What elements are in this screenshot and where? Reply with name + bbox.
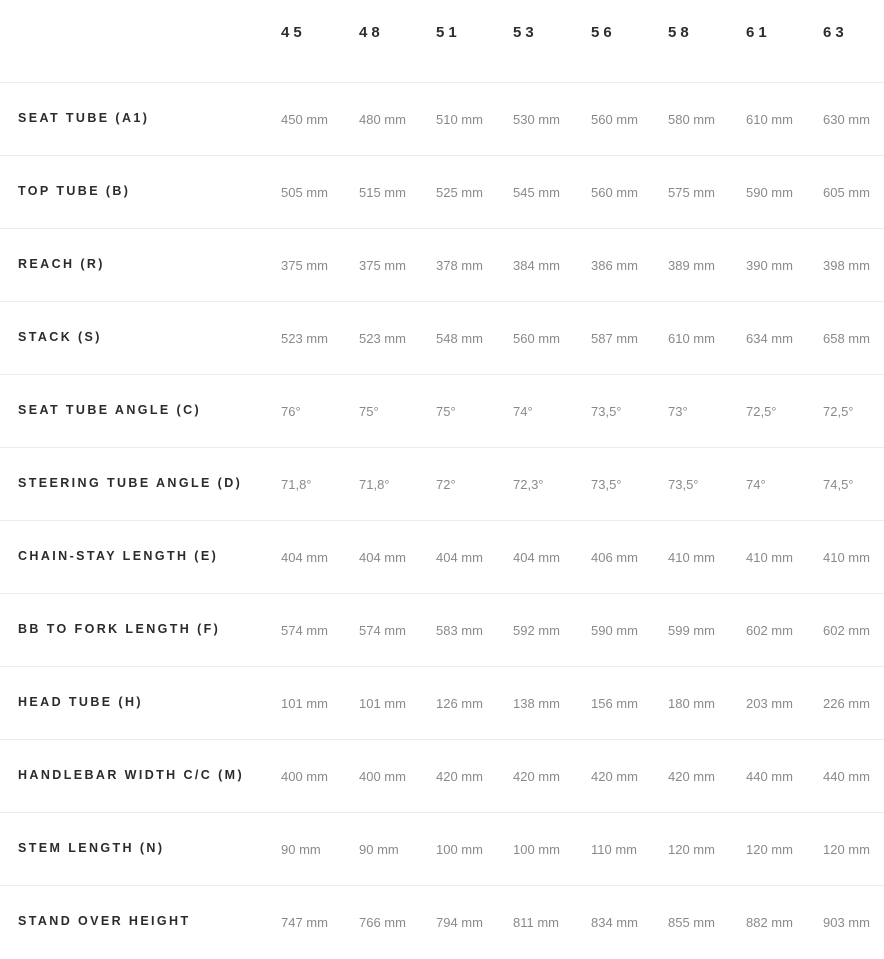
table-cell: 406 mm — [591, 550, 638, 565]
row-label: STAND OVER HEIGHT — [18, 914, 191, 928]
table-cell: 180 mm — [668, 696, 715, 711]
table-row — [0, 667, 884, 740]
table-cell: 389 mm — [668, 258, 715, 273]
table-cell: 76° — [281, 404, 301, 419]
geometry-rows — [0, 83, 884, 959]
table-cell: 75° — [436, 404, 456, 419]
row-label: HANDLEBAR WIDTH C/C (M) — [18, 768, 245, 782]
table-cell: 602 mm — [823, 623, 870, 638]
table-cell: 75° — [359, 404, 379, 419]
table-cell: 602 mm — [746, 623, 793, 638]
table-cell: 400 mm — [359, 769, 406, 784]
table-cell: 545 mm — [513, 185, 560, 200]
row-label: HEAD TUBE (H) — [18, 695, 143, 709]
table-cell: 420 mm — [591, 769, 638, 784]
table-cell: 560 mm — [513, 331, 560, 346]
table-cell: 515 mm — [359, 185, 406, 200]
table-row — [0, 448, 884, 521]
table-cell: 126 mm — [436, 696, 483, 711]
table-cell: 378 mm — [436, 258, 483, 273]
table-cell: 226 mm — [823, 696, 870, 711]
row-label: STEM LENGTH (N) — [18, 841, 165, 855]
table-cell: 658 mm — [823, 331, 870, 346]
table-cell: 404 mm — [359, 550, 406, 565]
table-row — [0, 229, 884, 302]
table-cell: 101 mm — [359, 696, 406, 711]
table-cell: 592 mm — [513, 623, 560, 638]
table-cell: 587 mm — [591, 331, 638, 346]
table-cell: 450 mm — [281, 112, 328, 127]
table-cell: 101 mm — [281, 696, 328, 711]
table-cell: 747 mm — [281, 915, 328, 930]
table-cell: 530 mm — [513, 112, 560, 127]
table-cell: 590 mm — [591, 623, 638, 638]
table-cell: 404 mm — [513, 550, 560, 565]
table-cell: 766 mm — [359, 915, 406, 930]
table-cell: 120 mm — [823, 842, 870, 857]
table-cell: 855 mm — [668, 915, 715, 930]
table-cell: 794 mm — [436, 915, 483, 930]
table-cell: 73,5° — [668, 477, 699, 492]
row-label: STEERING TUBE ANGLE (D) — [18, 476, 243, 490]
table-cell: 420 mm — [513, 769, 560, 784]
table-cell: 100 mm — [513, 842, 560, 857]
table-cell: 71,8° — [359, 477, 390, 492]
table-cell: 505 mm — [281, 185, 328, 200]
table-row — [0, 83, 884, 156]
table-cell: 386 mm — [591, 258, 638, 273]
row-label: CHAIN-STAY LENGTH (E) — [18, 549, 219, 563]
table-cell: 120 mm — [746, 842, 793, 857]
size-header: 48 — [359, 24, 384, 41]
table-cell: 440 mm — [823, 769, 870, 784]
table-cell: 630 mm — [823, 112, 870, 127]
size-header: 56 — [591, 24, 616, 41]
table-cell: 71,8° — [281, 477, 312, 492]
table-cell: 523 mm — [281, 331, 328, 346]
row-label: STACK (S) — [18, 330, 102, 344]
table-cell: 203 mm — [746, 696, 793, 711]
table-row — [0, 302, 884, 375]
table-row — [0, 375, 884, 448]
table-cell: 390 mm — [746, 258, 793, 273]
table-cell: 420 mm — [436, 769, 483, 784]
table-cell: 440 mm — [746, 769, 793, 784]
table-row — [0, 156, 884, 229]
size-header: 53 — [513, 24, 538, 41]
table-cell: 72° — [436, 477, 456, 492]
table-cell: 404 mm — [436, 550, 483, 565]
table-cell: 525 mm — [436, 185, 483, 200]
table-cell: 610 mm — [668, 331, 715, 346]
table-row — [0, 594, 884, 667]
table-cell: 634 mm — [746, 331, 793, 346]
row-label: REACH (R) — [18, 257, 105, 271]
size-header: 61 — [746, 24, 771, 41]
table-cell: 375 mm — [281, 258, 328, 273]
size-header: 51 — [436, 24, 461, 41]
table-cell: 72,3° — [513, 477, 544, 492]
table-cell: 574 mm — [359, 623, 406, 638]
table-cell: 90 mm — [359, 842, 399, 857]
table-cell: 605 mm — [823, 185, 870, 200]
table-cell: 410 mm — [823, 550, 870, 565]
table-cell: 599 mm — [668, 623, 715, 638]
table-cell: 523 mm — [359, 331, 406, 346]
table-cell: 420 mm — [668, 769, 715, 784]
table-cell: 410 mm — [668, 550, 715, 565]
table-cell: 574 mm — [281, 623, 328, 638]
table-cell: 590 mm — [746, 185, 793, 200]
table-cell: 560 mm — [591, 112, 638, 127]
table-cell: 834 mm — [591, 915, 638, 930]
table-cell: 100 mm — [436, 842, 483, 857]
table-row — [0, 886, 884, 959]
table-cell: 384 mm — [513, 258, 560, 273]
table-cell: 74° — [746, 477, 766, 492]
size-header: 58 — [668, 24, 693, 41]
table-cell: 72,5° — [823, 404, 854, 419]
size-header: 63 — [823, 24, 848, 41]
table-cell: 398 mm — [823, 258, 870, 273]
table-cell: 90 mm — [281, 842, 321, 857]
table-cell: 72,5° — [746, 404, 777, 419]
table-cell: 580 mm — [668, 112, 715, 127]
table-row — [0, 740, 884, 813]
table-cell: 400 mm — [281, 769, 328, 784]
table-cell: 110 mm — [591, 842, 637, 857]
table-cell: 410 mm — [746, 550, 793, 565]
table-cell: 882 mm — [746, 915, 793, 930]
table-cell: 811 mm — [513, 915, 559, 930]
table-cell: 610 mm — [746, 112, 793, 127]
table-cell: 74,5° — [823, 477, 854, 492]
table-cell: 560 mm — [591, 185, 638, 200]
row-label: SEAT TUBE (A1) — [18, 111, 150, 125]
table-cell: 548 mm — [436, 331, 483, 346]
size-header: 45 — [281, 24, 306, 41]
table-cell: 73° — [668, 404, 688, 419]
table-cell: 120 mm — [668, 842, 715, 857]
table-cell: 375 mm — [359, 258, 406, 273]
row-label: TOP TUBE (B) — [18, 184, 131, 198]
table-cell: 404 mm — [281, 550, 328, 565]
table-cell: 510 mm — [436, 112, 483, 127]
table-cell: 74° — [513, 404, 533, 419]
table-cell: 138 mm — [513, 696, 560, 711]
table-cell: 575 mm — [668, 185, 715, 200]
table-cell: 73,5° — [591, 477, 622, 492]
table-cell: 73,5° — [591, 404, 622, 419]
table-row — [0, 813, 884, 886]
table-cell: 903 mm — [823, 915, 870, 930]
table-row — [0, 521, 884, 594]
row-label: BB TO FORK LENGTH (F) — [18, 622, 221, 636]
row-label: SEAT TUBE ANGLE (C) — [18, 403, 202, 417]
size-header-row — [0, 0, 884, 83]
table-cell: 156 mm — [591, 696, 638, 711]
table-cell: 480 mm — [359, 112, 406, 127]
table-cell: 583 mm — [436, 623, 483, 638]
